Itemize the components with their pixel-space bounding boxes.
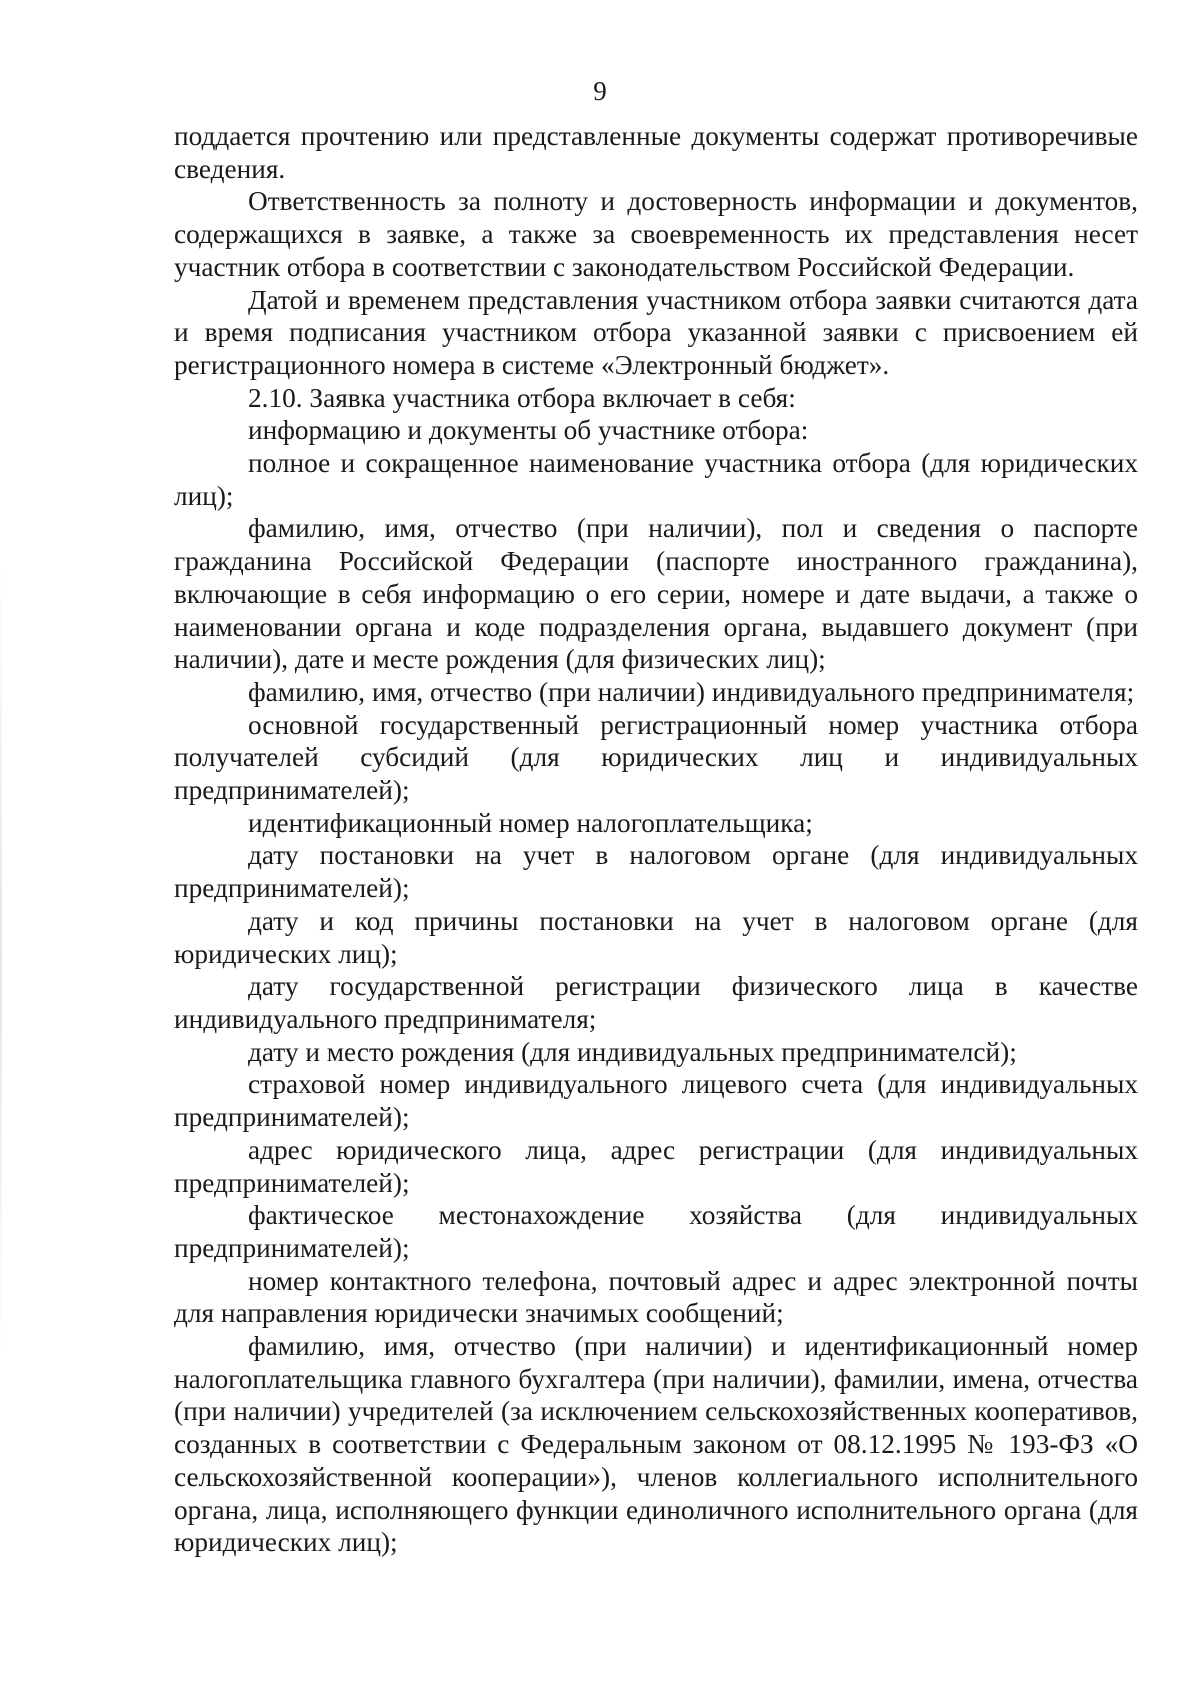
scan-edge-shadow bbox=[0, 560, 2, 1360]
list-item-farm-location: фактическое местонахождение хозяйства (для индивидуальных предпринимателей); bbox=[174, 1200, 1138, 1263]
list-item-tax-registration-date: дату постановки на учет в налоговом органе (для индивидуальных предпринимателей); bbox=[174, 840, 1138, 904]
list-item-birth: дату и место рождения (для индивидуальных предпринимателсй); bbox=[248, 1036, 1017, 1067]
list-item-state-registration-date: дату государственной регистрации физического лица в качестве индивидуального предпринимателя; bbox=[174, 971, 1138, 1034]
paragraph-responsibility: Ответственность за полноту и достоверность информации и документов, содержащихся в заявке, а также за своевременность их представления несет участник отбора в соответствии с законодательством Российской Федерации. bbox=[174, 186, 1138, 282]
list-item-ip-fio: фамилию, имя, отчество (при наличии) индивидуального предпринимателя; bbox=[248, 676, 1135, 707]
list-item-inn: идентификационный номер налогоплательщика; bbox=[248, 807, 813, 838]
list-intro: информацию и документы об участнике отбора: bbox=[248, 415, 809, 446]
list-item-kpp: дату и код причины постановки на учет в налоговом органе (для юридических лиц); bbox=[174, 905, 1138, 969]
paragraph-continuation: поддается прочтению или представленные документы содержат противоречивые сведения. bbox=[174, 121, 1138, 184]
section-heading-2-10: 2.10. Заявка участника отбора включает в себя: bbox=[248, 382, 796, 413]
list-item-passport: фамилию, имя, отчество (при наличии), пол и сведения о паспорте гражданина Российской Федерации (паспорте иностранного гражданина), включающие в себя информацию о его серии, номере и дате выдачи, а также о наименовании органа и коде подразделения органа, выдавшего документ (при наличии), дате и месте рождения (для физических лиц); bbox=[174, 513, 1138, 675]
list-item-contacts: номер контактного телефона, почтовый адрес и адрес электронной почты для направления юридически значимых сообщений; bbox=[174, 1265, 1138, 1329]
page-number: 9 bbox=[593, 76, 607, 106]
list-item-ogrn: основной государственный регистрационный номер участника отбора получателей субсидий (для юридических лиц и индивидуальных предпринимателей); bbox=[174, 709, 1138, 806]
paragraph-submission-date: Датой и временем представления участником отбора заявки считаются дата и время подписания участником отбора указанной заявки с присвоением ей регистрационного номера в системе «Электронный бюджет». bbox=[174, 284, 1138, 380]
document-body bbox=[174, 120, 1138, 1559]
list-item-snils: страховой номер индивидуального лицевого счета (для индивидуальных предпринимателей); bbox=[174, 1069, 1138, 1133]
list-item-address: адрес юридического лица, адрес регистрации (для индивидуальных предпринимателей); bbox=[174, 1134, 1138, 1198]
list-item-name: полное и сокращенное наименование участника отбора (для юридических лиц); bbox=[174, 448, 1138, 511]
list-item-accountant-founders: фамилию, имя, отчество (при наличии) и идентификационный номер налогоплательщика главного бухгалтера (при наличии), фамилии, имена, отчества (при наличии) учредителей (за исключением сельскохозяйственных кооперативов, созданных в соответствии с Федеральным законом от 08.12.1995 № 193-ФЗ «О сельскохозяйственной кооперации»), членов коллегиального исполнительного органа, лица, исполняющего функции единоличного исполнительного органа (для юридических лиц); bbox=[174, 1331, 1138, 1558]
